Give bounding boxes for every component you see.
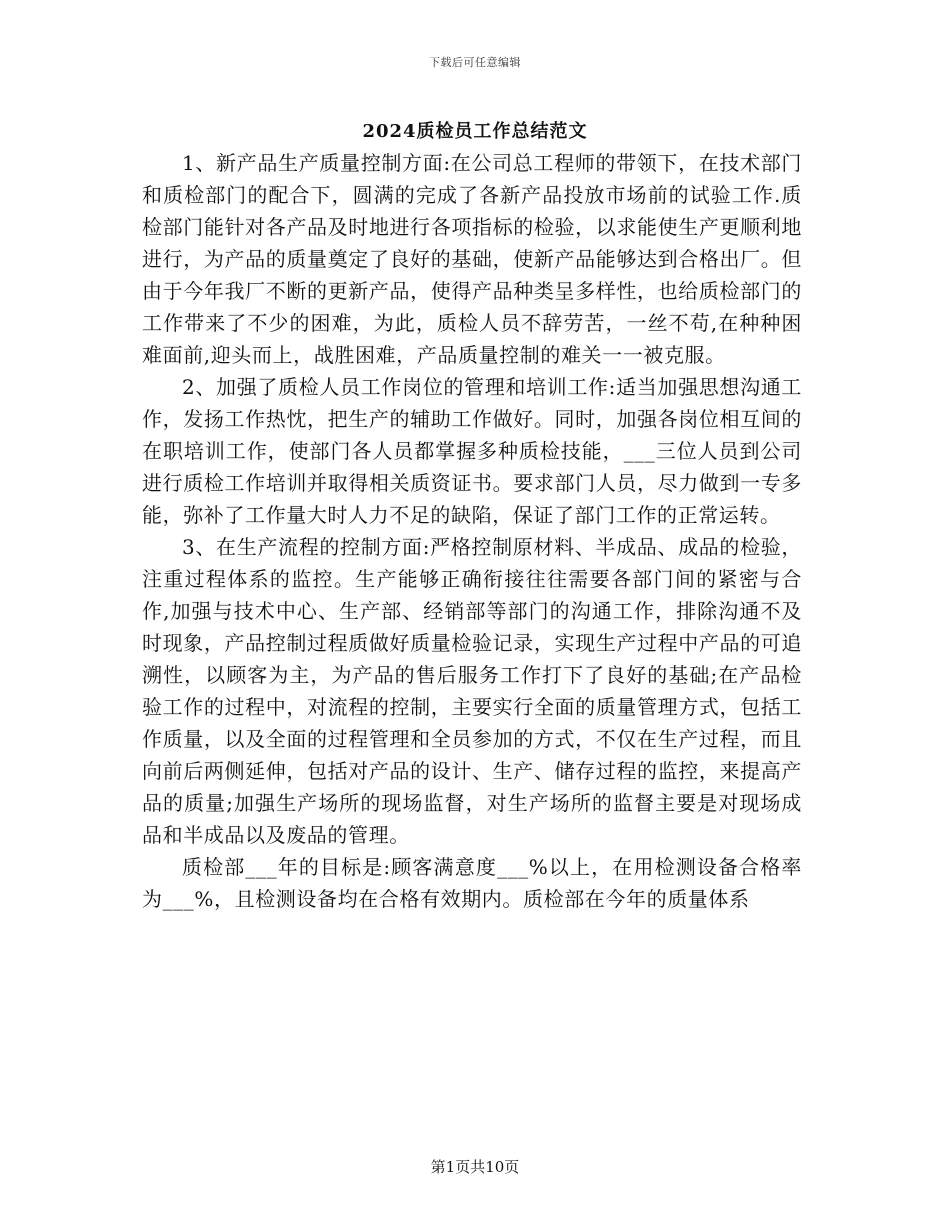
paragraph-new-product-quality: 1、新产品生产质量控制方面:在公司总工程师的带领下，在技术部门和质检部门的配合下，圆满的完成了各新产品投放市场前的试验工作.质检部门能针对各产品及时地进行各项指标的检验，以求能使生产更顺利地进行，为产品的质量奠定了良好的基础，使新产品能够达到合格出厂。但由于今年我厂不断的更新产品，使得产品种类呈多样性，也给质检部门的工作带来了不少的困难，为此，质检人员不辞劳苦，一丝不苟,在种种困难面前,迎头而上，战胜困难，产品质量控制的难关一一被克服。 — [142, 151, 802, 367]
paragraph-staff-training: 2、加强了质检人员工作岗位的管理和培训工作:适当加强思想沟通工作，发扬工作热忱，把生产的辅助工作做好。同时，加强各岗位相互间的在职培训工作，使部门各人员都掌握多种质检技能，___三位人员到公司进行质检工作培训并取得相关质资证书。要求部门人员，尽力做到一专多能，弥补了工作量大时人力不足的缺陷，保证了部门工作的正常运转。 — [142, 375, 802, 527]
document-body — [142, 147, 802, 915]
page-indicator: 第1页共10页 — [430, 1158, 520, 1176]
paragraph-annual-goals: 质检部___年的目标是:顾客满意度___%以上，在用检测设备合格率为___%，且检测设备均在合格有效期内。质检部在今年的质量体系 — [142, 855, 802, 911]
document-title: 2024质检员工作总结范文 — [362, 121, 588, 142]
paragraph-process-control: 3、在生产流程的控制方面:严格控制原材料、半成品、成品的检验，注重过程体系的监控。生产能够正确衔接往往需要各部门间的紧密与合作,加强与技术中心、生产部、经销部等部门的沟通工作，排除沟通不及时现象，产品控制过程质做好质量检验记录，实现生产过程中产品的可追溯性，以顾客为主，为产品的售后服务工作打下了良好的基础;在产品检验工作的过程中，对流程的控制，主要实行全面的质量管理方式，包括工作质量，以及全面的过程管理和全员参加的方式，不仅在生产过程，而且向前后两侧延伸，包括对产品的设计、生产、储存过程的监控，来提高产品的质量;加强生产场所的现场监督，对生产场所的监督主要是对现场成品和半成品以及废品的管理。 — [142, 535, 802, 847]
download-edit-note: 下载后可任意编辑 — [429, 56, 521, 69]
